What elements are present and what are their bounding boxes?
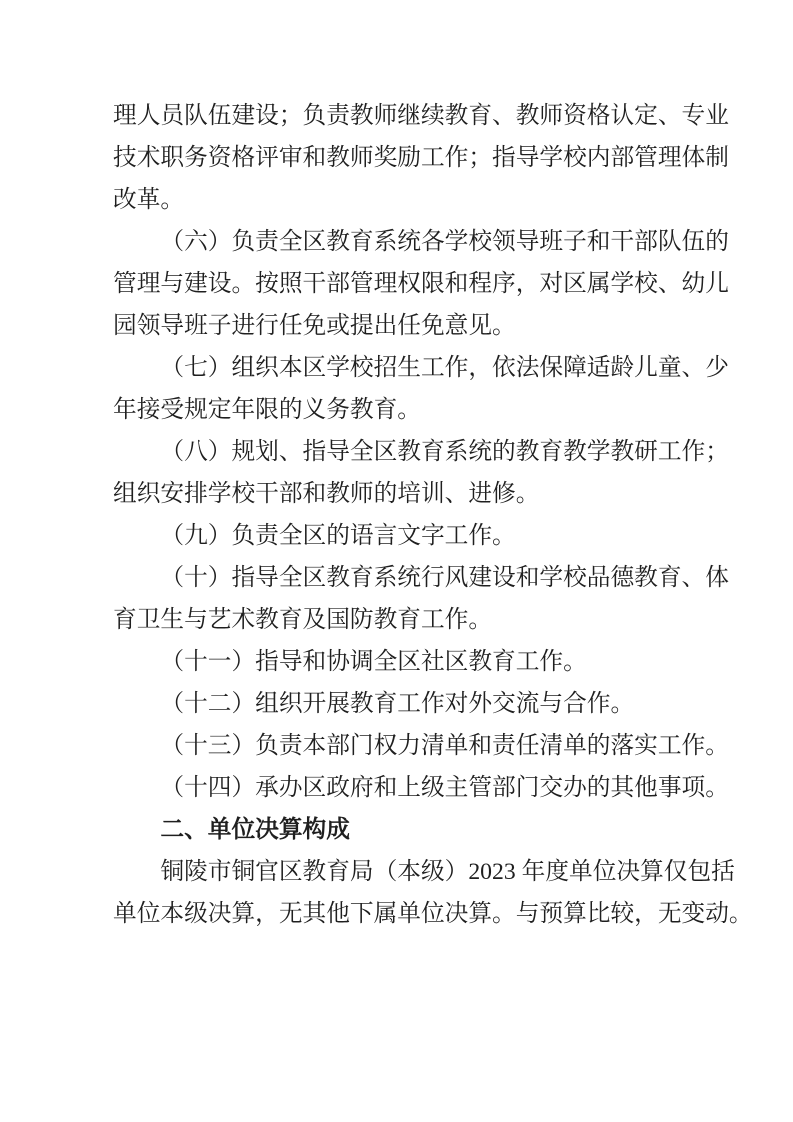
document-text-block [113, 95, 753, 935]
document-line: （八）规划、指导全区教育系统的教育教学教研工作； [160, 439, 729, 465]
document-line: 育卫生与艺术教育及国防教育工作。 [113, 607, 493, 633]
document-line: （十三）负责本部门权力清单和责任清单的落实工作。 [160, 733, 729, 759]
document-line: （九）负责全区的语言文字工作。 [160, 523, 516, 549]
document-line: 管理与建设。按照干部管理权限和程序，对区属学校、幼儿 [113, 271, 729, 297]
document-line: 改革。 [113, 187, 185, 213]
section-heading: 二、单位决算构成 [160, 817, 350, 843]
document-line: （十一）指导和协调全区社区教育工作。 [160, 649, 587, 675]
document-line: （十四）承办区政府和上级主管部门交办的其他事项。 [160, 775, 729, 801]
document-line: （七）组织本区学校招生工作，依法保障适龄儿童、少 [160, 355, 729, 381]
document-line: （六）负责全区教育系统各学校领导班子和干部队伍的 [160, 229, 729, 255]
document-line: 组织安排学校干部和教师的培训、进修。 [113, 481, 540, 507]
document-line: 理人员队伍建设；负责教师继续教育、教师资格认定、专业 [113, 103, 729, 129]
document-line: 技术职务资格评审和教师奖励工作；指导学校内部管理体制 [113, 145, 729, 171]
document-line: 铜陵市铜官区教育局（本级）2023 年度单位决算仅包括 [160, 859, 735, 885]
document-line: （十）指导全区教育系统行风建设和学校品德教育、体 [160, 565, 729, 591]
document-line: 年接受规定年限的义务教育。 [113, 397, 421, 423]
document-line: （十二）组织开展教育工作对外交流与合作。 [160, 691, 635, 717]
document-line: 单位本级决算，无其他下属单位决算。与预算比较，无变动。 [113, 901, 753, 927]
document-line: 园领导班子进行任免或提出任免意见。 [113, 313, 516, 339]
